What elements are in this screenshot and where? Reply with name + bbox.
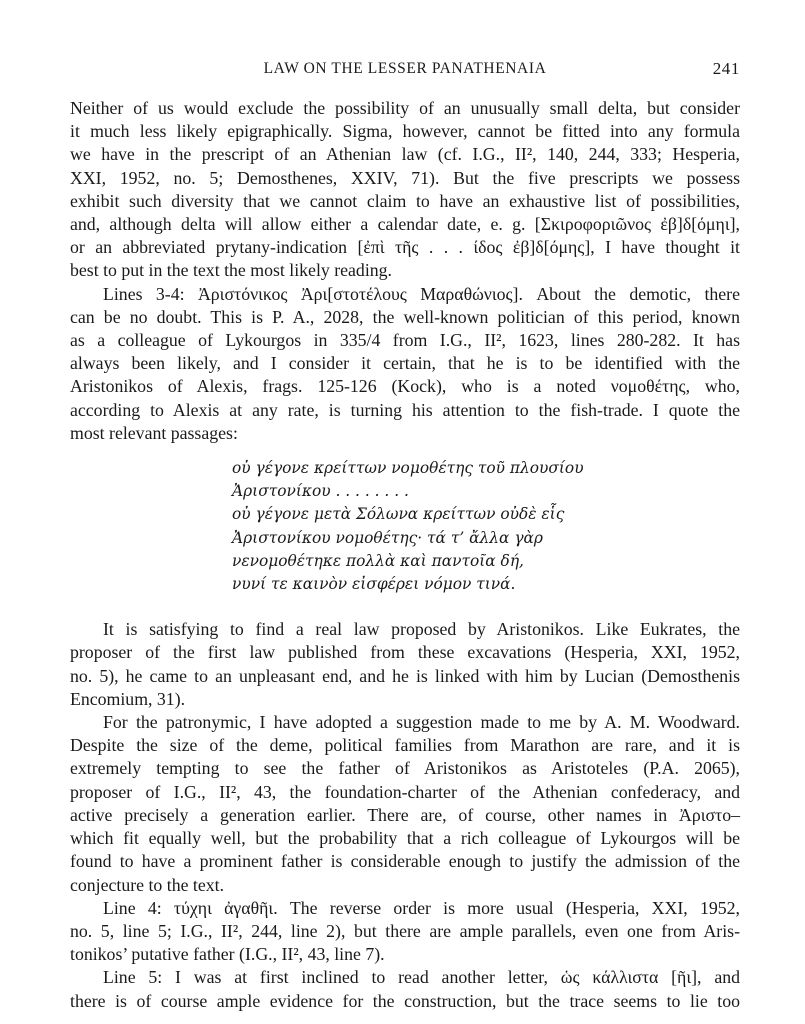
text-line: according to Alexis at any rate, is turning his attention to the fish-trade. I quote the <box>70 399 740 420</box>
text-line: Lines 3-4: Ἀριστόνικος Ἀρι[στοτέλους Μαραθώνιος]. About the demotic, there <box>103 283 740 304</box>
text-line: exhibit such diversity that we cannot claim to have an exhaustive list of possibilities, <box>70 190 740 211</box>
body-text <box>70 97 740 1013</box>
text-line: conjecture to the text. <box>70 874 225 895</box>
quote-line: οὐ γέγονε μετὰ Σόλωνα κρείττων οὐδὲ εἷς <box>232 505 565 524</box>
text-line: and, although delta will allow either a calendar date, e. g. [Σκιροφοριῶνος ἐβ]δ[όμηι], <box>70 214 740 235</box>
page <box>70 0 740 1024</box>
text-line: extremely tempting to see the father of Aristonikos as Aristoteles (P.A. 2065), <box>70 758 740 779</box>
text-line: Neither of us would exclude the possibility of an unusually small delta, but consider <box>70 98 740 118</box>
text-line: Despite the size of the deme, political families from Marathon are rare, and it is <box>70 735 740 756</box>
paragraph-aristonikos-law <box>70 618 740 711</box>
text-line: it much less likely epigraphically. Sigma, however, cannot be fitted into any formula <box>70 121 740 142</box>
quote-line: νενομοθέτηκε πολλὰ καὶ παντοῖα δή, <box>232 551 524 570</box>
text-line: always been likely, and I consider it certain, that he is to be identified with the <box>70 353 740 374</box>
quote-line: Ἀριστονίκου νομοθέτης· τά τ’ ἄλλα γὰρ <box>232 528 543 547</box>
text-line: tonikos’ putative father (I.G., II², 43, line 7). <box>70 944 385 965</box>
running-title: LAW ON THE LESSER PANATHENAIA <box>263 60 547 77</box>
text-line: XXI, 1952, no. 5; Demosthenes, XXIV, 71). But the five prescripts we possess <box>70 167 740 188</box>
text-line: as a colleague of Lykourgos in 335/4 from I.G., II², 1623, lines 280-282. It has <box>70 330 740 351</box>
text-line: best to put in the text the most likely reading. <box>70 260 392 281</box>
paragraph-delta-sigma <box>70 97 740 283</box>
text-line: no. 5), he came to an unpleasant end, and he is linked with him by Lucian (Demosthenis <box>70 665 740 686</box>
running-header <box>70 60 740 84</box>
text-line: most relevant passages: <box>70 422 238 443</box>
text-line: no. 5, line 5; I.G., II², 244, line 2), but there are ample parallels, even one from Aris- <box>70 920 740 941</box>
text-line: For the patronymic, I have adopted a suggestion made to me by A. M. Woodward. <box>103 712 740 733</box>
text-line: proposer of I.G., II², 43, the foundation-charter of the Athenian confederacy, and <box>70 781 740 802</box>
greek-quotation <box>232 457 740 596</box>
quote-line: νυνί τε καινὸν εἰσφέρει νόμον τινά. <box>232 575 516 594</box>
text-line: proposer of the first law published from these excavations (Hesperia, XXI, 1952, <box>70 642 740 663</box>
quote-line: Ἀριστονίκου . . . . . . . . <box>232 482 409 501</box>
text-line: found to have a prominent father is considerable enough to justify the admission of the <box>70 851 740 872</box>
text-line: there is of course ample evidence for the construction, but the trace seems to lie too <box>70 990 740 1011</box>
text-line: or an abbreviated prytany-indication [ἐπὶ τῆς . . . ίδος ἐβ]δ[όμης], I have thought it <box>70 237 740 258</box>
text-line: we have in the prescript of an Athenian law (cf. I.G., II², 140, 244, 333; Hesperia, <box>70 144 740 165</box>
text-line: Line 4: τύχηι ἀγαθῆι. The reverse order is more usual (Hesperia, XXI, 1952, <box>103 897 740 918</box>
text-line: It is satisfying to find a real law proposed by Aristonikos. Like Eukrates, the <box>103 619 740 640</box>
text-line: which fit equally well, but the probability that a rich colleague of Lykourgos will be <box>70 828 740 849</box>
paragraph-line-5 <box>70 966 740 1012</box>
text-line: Line 5: I was at first inclined to read another letter, ὡς κάλλιστα [ῆι], and <box>103 967 740 988</box>
text-line: can be no doubt. This is P. A., 2028, the well-known politician of this period, known <box>70 306 740 327</box>
paragraph-lines-3-4 <box>70 283 740 445</box>
text-line: Encomium, 31). <box>70 688 186 709</box>
paragraph-patronymic <box>70 711 740 897</box>
text-line: active precisely a generation earlier. There are, of course, other names in Ἀριστο– <box>70 804 740 825</box>
quote-line: οὐ γέγονε κρείττων νομοθέτης τοῦ πλουσίου <box>232 459 584 478</box>
paragraph-line-4 <box>70 897 740 967</box>
page-number: 241 <box>712 59 740 78</box>
text-line: Aristonikos of Alexis, frags. 125-126 (Kock), who is a noted νομοθέτης, who, <box>70 376 740 397</box>
